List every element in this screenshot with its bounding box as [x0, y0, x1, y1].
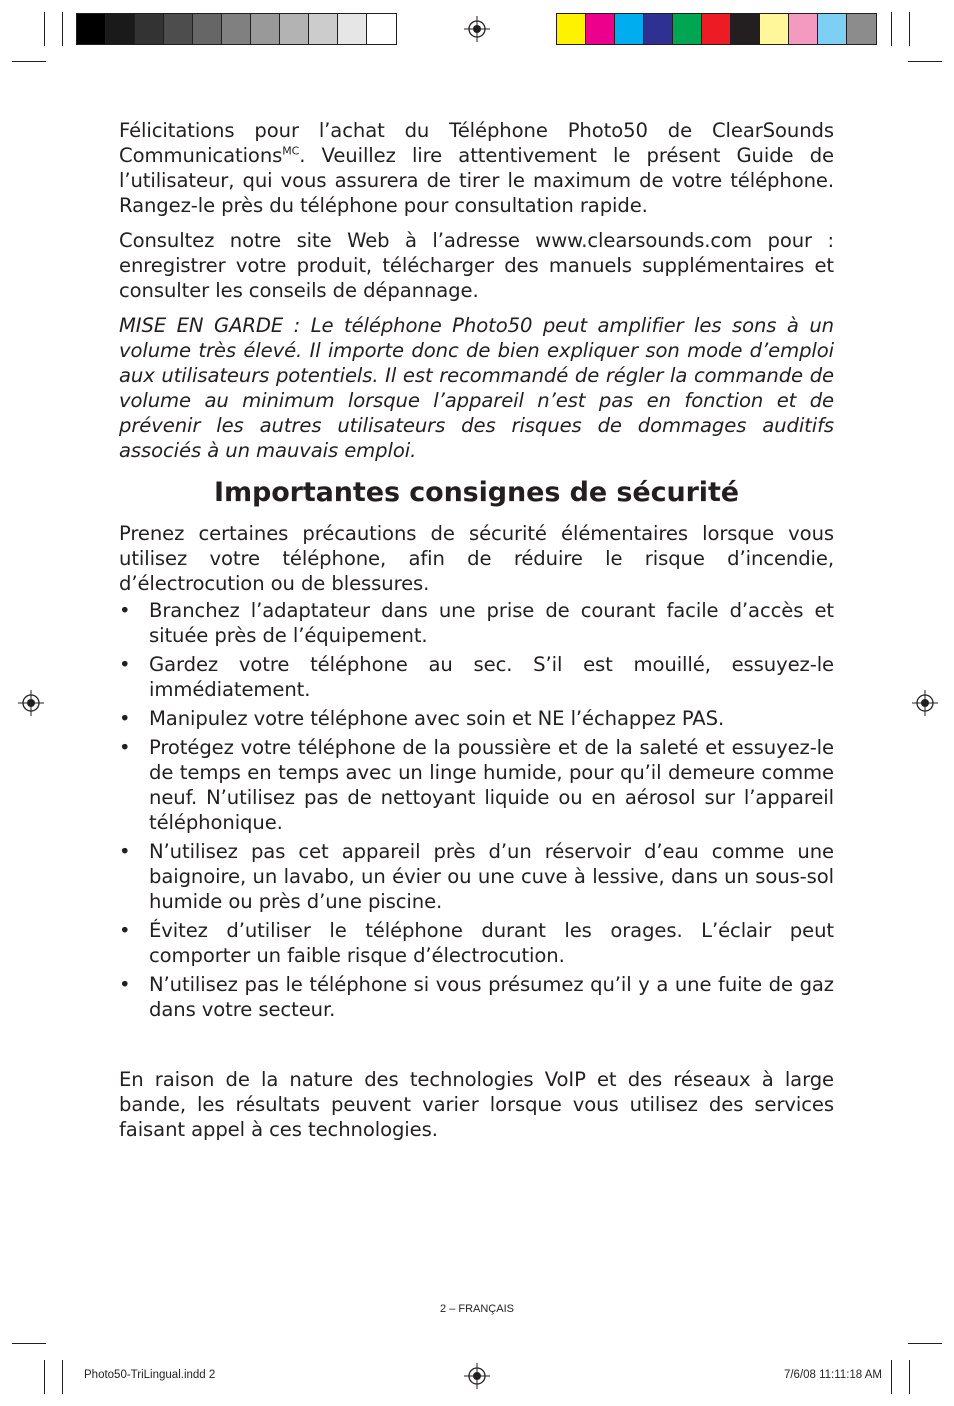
intro-paragraph [119, 118, 834, 218]
crop-mark [891, 1360, 892, 1394]
list-item-text: Protégez votre téléphone de la poussière et de la saleté et essuyez-le de temps en temps avec un linge humide, pour qu’il demeure comme neuf. N’utilisez pas de nettoyant liquide ou en aérosol sur l’appareil téléphonique. [149, 736, 834, 834]
intro-text: Félicitations pour l’achat du Téléphone Photo50 de ClearSounds Communications [119, 119, 834, 167]
color-swatch [251, 14, 280, 44]
color-swatch [222, 14, 251, 44]
bullet-icon: • [119, 599, 131, 622]
crop-mark [908, 1343, 942, 1344]
color-swatch [818, 14, 847, 44]
color-swatch [557, 14, 586, 44]
registration-mark-icon [464, 16, 490, 42]
list-item [119, 839, 834, 914]
color-bar [556, 13, 877, 45]
safety-intro: Prenez certaines précautions de sécurité élémentaires lorsque vous utilisez votre téléphone, afin de réduire le risque d’incendie, d’électrocution ou de blessures. [119, 522, 834, 595]
color-swatch [280, 14, 309, 44]
color-swatch [615, 14, 644, 44]
page-content [119, 118, 834, 1142]
color-swatch [789, 14, 818, 44]
list-item [119, 972, 834, 1022]
section-heading: Importantes consignes de sécurité [214, 477, 739, 508]
color-swatch [338, 14, 367, 44]
list-item [119, 918, 834, 968]
crop-mark [62, 12, 63, 46]
warning-paragraph: MISE EN GARDE : Le téléphone Photo50 peut amplifier les sons à un volume très élevé. Il importe donc de bien expliquer son mode d’emploi aux utilisateurs potentiels. Il est recommandé de régler la commande de volume au minimum lorsque l’appareil n’est pas en fonction et de prévenir les autres utilisateurs des risques de dommages auditifs associés à un mauvais emploi. [119, 314, 834, 462]
bullet-icon: • [119, 707, 131, 730]
list-item-text: N’utilisez pas le téléphone si vous présumez qu’il y a une fuite de gaz dans votre secteur. [149, 973, 834, 1021]
color-swatch [847, 14, 876, 44]
list-item [119, 735, 834, 835]
color-swatch [367, 14, 396, 44]
list-item-text: Branchez l’adaptateur dans une prise de courant facile d’accès et située près de l’équipement. [149, 599, 834, 647]
crop-mark [891, 12, 892, 46]
color-swatch [644, 14, 673, 44]
website-paragraph: Consultez notre site Web à l’adresse www.clearsounds.com pour : enregistrer votre produit, télécharger des manuels supplémentaires et consulter les conseils de dépannage. [119, 229, 834, 302]
color-swatch [106, 14, 135, 44]
registration-mark-icon [912, 690, 938, 716]
color-swatch [760, 14, 789, 44]
crop-mark [44, 1360, 45, 1394]
trademark-superscript: MC [282, 144, 300, 158]
registration-mark-icon [18, 690, 44, 716]
crop-mark [909, 1360, 910, 1394]
crop-mark [44, 12, 45, 46]
list-item-text: Évitez d’utiliser le téléphone durant les orages. L’éclair peut comporter un faible risque d’électrocution. [149, 919, 834, 967]
color-swatch [309, 14, 338, 44]
list-item-text: Gardez votre téléphone au sec. S’il est mouillé, essuyez-le immédiatement. [149, 653, 834, 701]
list-item-text: Manipulez votre téléphone avec soin et NE l’échappez PAS. [149, 707, 725, 730]
crop-mark [62, 1360, 63, 1394]
slug-timestamp: 7/6/08 11:11:18 AM [783, 1369, 882, 1381]
color-swatch [673, 14, 702, 44]
bullet-icon: • [119, 653, 131, 676]
list-item [119, 706, 834, 731]
color-swatch [731, 14, 760, 44]
crop-mark [909, 12, 910, 46]
bullet-icon: • [119, 919, 131, 942]
color-swatch [135, 14, 164, 44]
bullet-icon: • [119, 736, 131, 759]
crop-mark [12, 1343, 46, 1344]
list-item-text: N’utilisez pas cet appareil près d’un réservoir d’eau comme une baignoire, un lavabo, un évier ou une cuve à lessive, dans un sous-sol humide ou près d’une piscine. [149, 840, 834, 913]
safety-list [119, 598, 834, 1022]
crop-mark [12, 61, 46, 62]
intro-text: . Veuillez lire attentivement le présent Guide de l’utilisateur, qui vous assurera de tirer le maximum de votre téléphone. Rangez-le près du téléphone pour consultation rapide. [119, 144, 834, 217]
closing-paragraph: En raison de la nature des technologies VoIP et des réseaux à large bande, les résultats peuvent varier lorsque vous utilisez des services faisant appel à ces technologies. [119, 1068, 834, 1141]
color-swatch [702, 14, 731, 44]
list-item [119, 598, 834, 648]
bullet-icon: • [119, 973, 131, 996]
registration-mark-icon [464, 1363, 490, 1389]
color-swatch [164, 14, 193, 44]
grayscale-bar [76, 13, 397, 45]
page-number: 2 – FRANÇAIS [440, 1303, 514, 1315]
color-swatch [586, 14, 615, 44]
slug-filename: Photo50-TriLingual.indd 2 [84, 1369, 216, 1381]
bullet-icon: • [119, 840, 131, 863]
list-item [119, 652, 834, 702]
color-swatch [77, 14, 106, 44]
color-swatch [193, 14, 222, 44]
crop-mark [908, 61, 942, 62]
